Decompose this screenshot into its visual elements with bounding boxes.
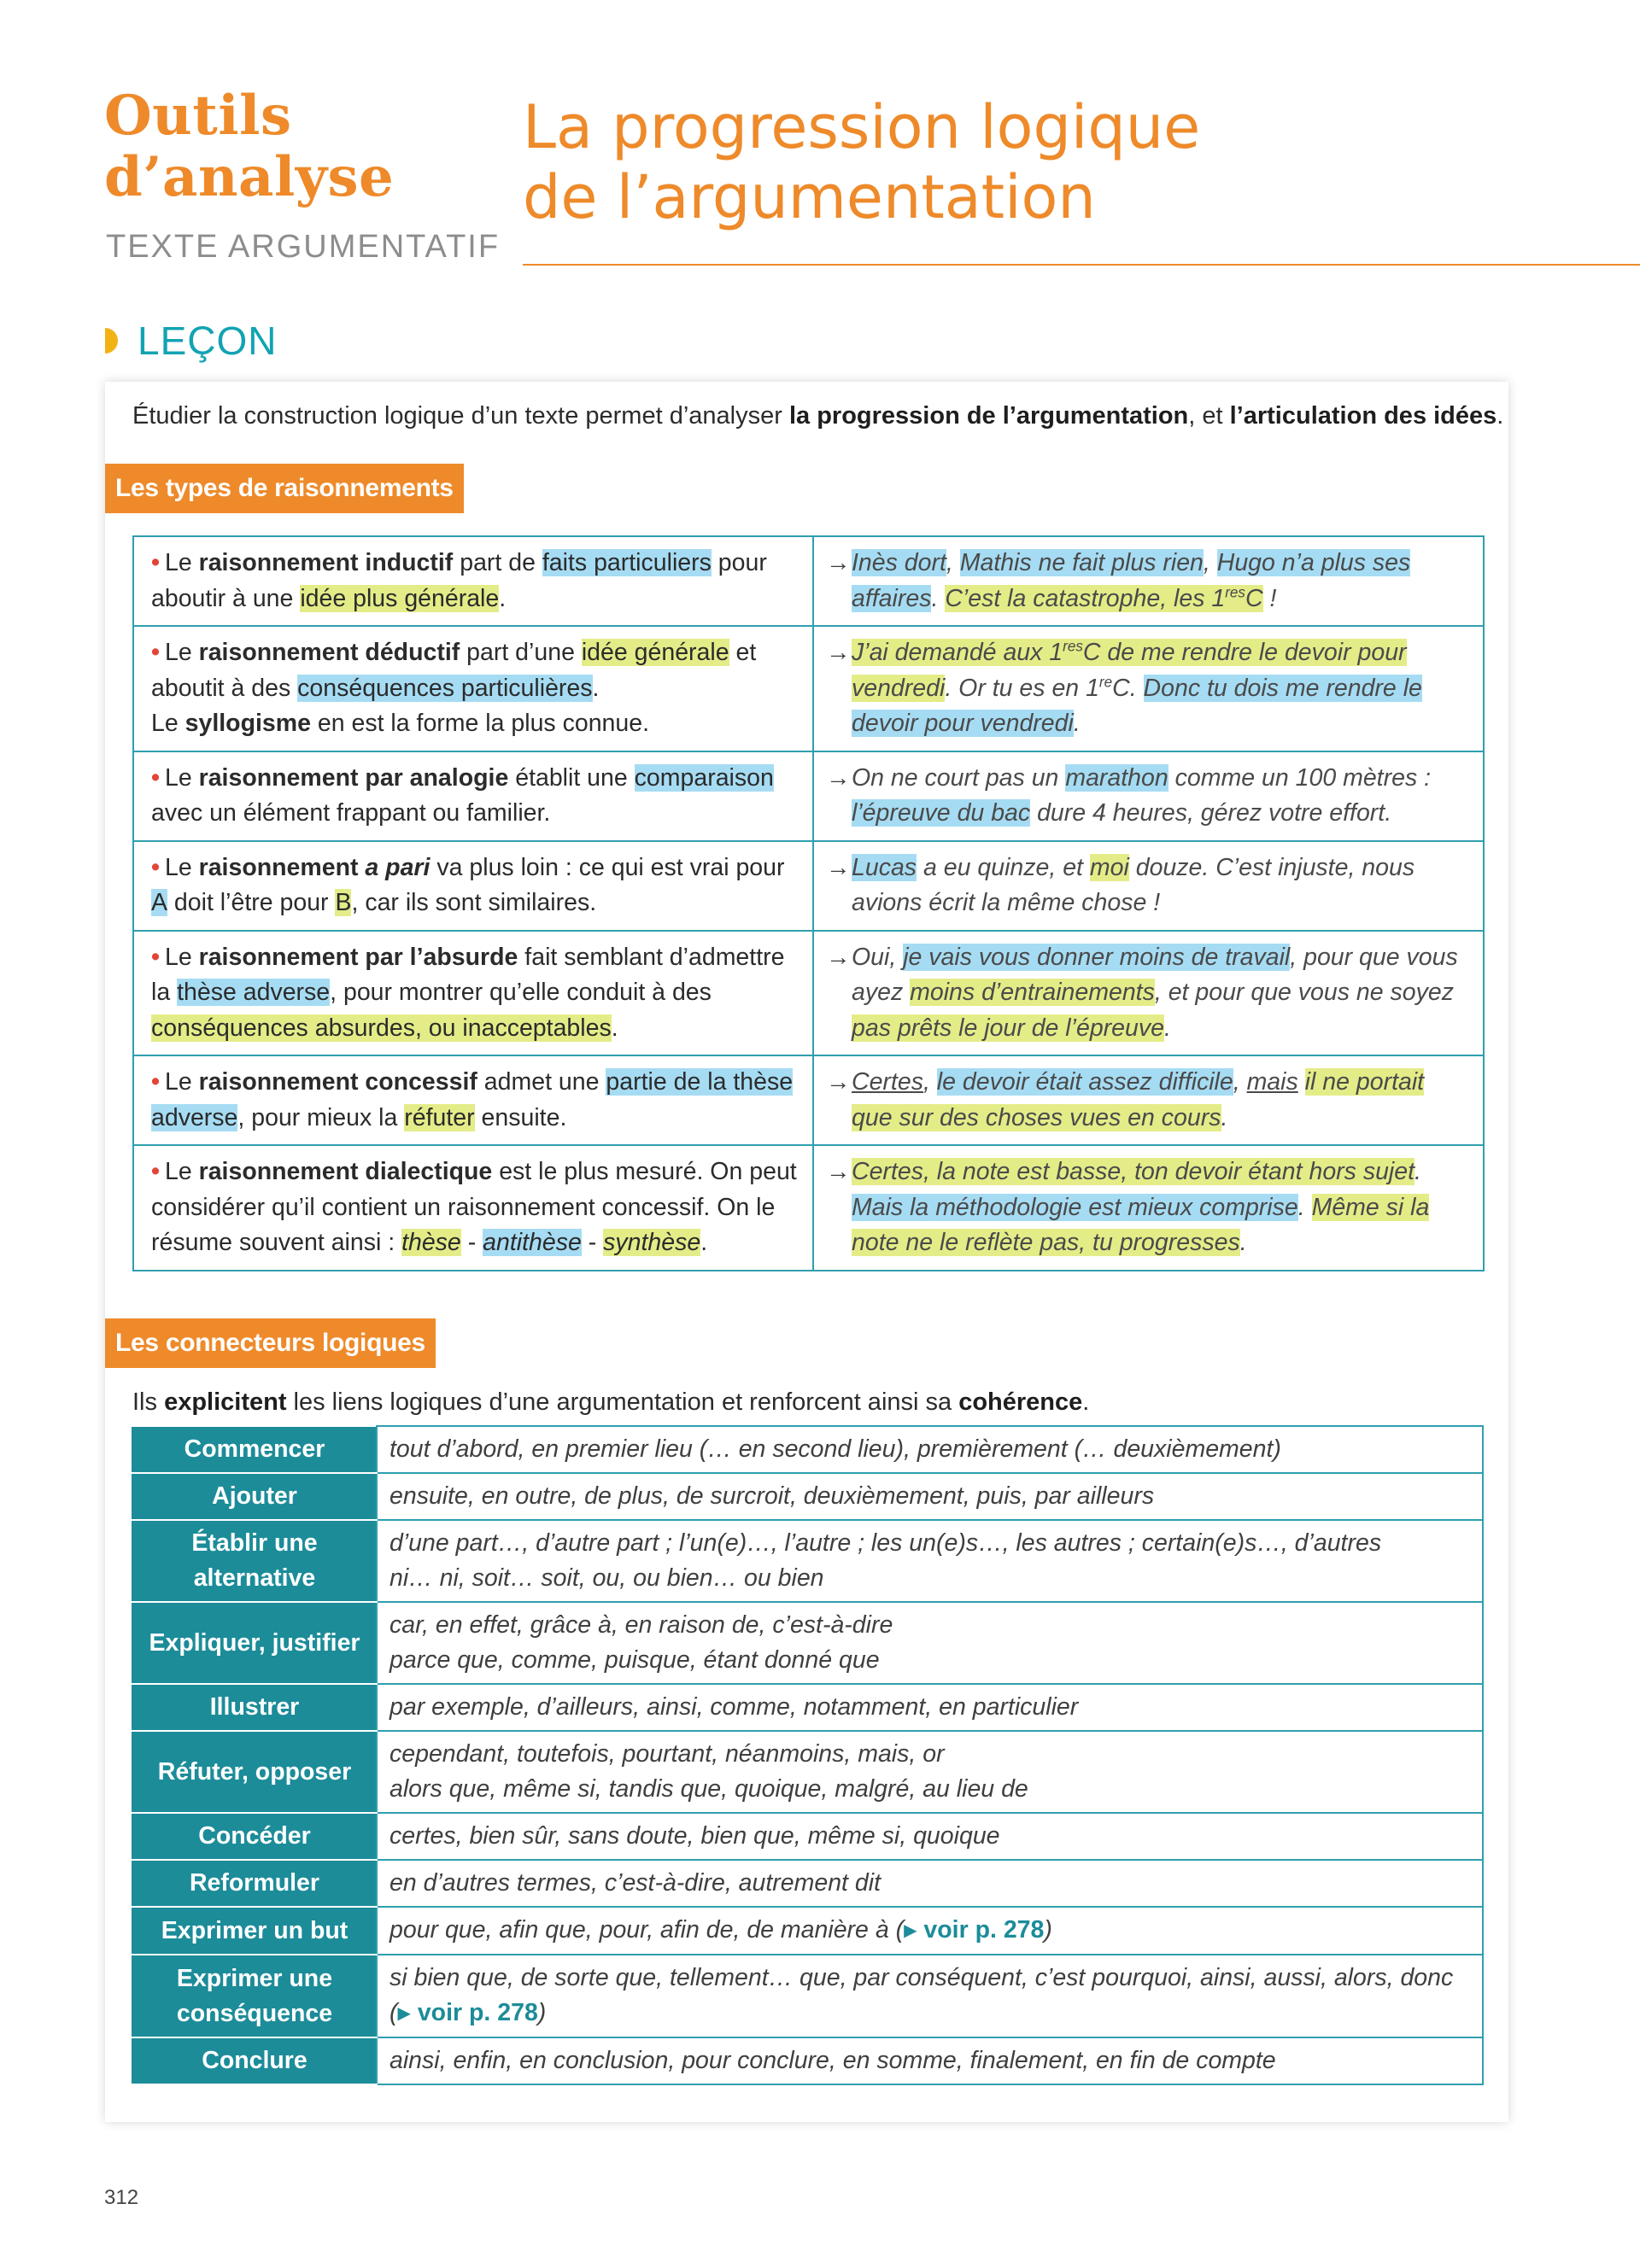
text-fragment: partie de la thèse adverse (151, 1068, 794, 1131)
connecteur-category: Conclure (132, 2037, 377, 2084)
text-fragment: pour que, afin que, pour, afin de, de manière à ( (390, 1916, 905, 1944)
text-fragment: dure 4 heures, gérez votre effort. (1030, 799, 1392, 827)
arrow-icon: → (826, 549, 851, 576)
text-fragment: marathon (1065, 763, 1168, 792)
table-row (132, 1907, 1483, 1955)
text-fragment: je vais vous donner moins de travail (903, 943, 1291, 971)
text-fragment: pour aboutir à une (151, 549, 767, 612)
connecteurs-table (132, 1425, 1484, 2085)
bullet-icon: • (151, 1068, 160, 1096)
table-row (132, 1426, 1483, 1473)
section-tag-types: Les types de raisonnements (105, 464, 464, 513)
reasoning-definition (133, 931, 813, 1056)
bullet-icon: • (151, 549, 160, 576)
connecteur-values (377, 1520, 1483, 1602)
text-fragment: . (1221, 1103, 1228, 1131)
reasoning-definition (133, 751, 813, 841)
arrow-icon: → (826, 943, 851, 971)
brand-subtitle: TEXTE ARGUMENTATIF (106, 229, 501, 265)
text-fragment: Inès dort (852, 549, 946, 576)
table-row (132, 1813, 1483, 1860)
text-fragment: moins d’entrainements (910, 979, 1155, 1006)
text-fragment: a pari (365, 853, 430, 881)
table-row (133, 626, 1484, 751)
text-fragment: . (592, 674, 600, 702)
reasoning-example (813, 1145, 1484, 1271)
text-fragment: Le (164, 639, 199, 666)
text-fragment: C. (1112, 674, 1144, 702)
reasoning-example (813, 841, 1484, 931)
text-fragment: cohérence (958, 1388, 1083, 1416)
text-fragment: . (700, 1229, 708, 1256)
text-fragment: comparaison (634, 763, 774, 792)
text-fragment: comme un 100 mètres : (1168, 763, 1432, 792)
text-fragment: Oui, (852, 943, 904, 971)
text-fragment: raisonnement inductif (198, 549, 454, 576)
arrow-icon: → (826, 1068, 851, 1096)
reasoning-definition (133, 536, 813, 626)
connecteur-values: certes, bien sûr, sans doute, bien que, même si, quoique (377, 1813, 1483, 1860)
connecteur-category: Reformuler (132, 1860, 377, 1907)
table-row (133, 536, 1484, 626)
text-fragment: conséquence (176, 1999, 333, 2027)
text-fragment: avec un élément frappant ou familier. (151, 799, 551, 827)
text-fragment: Même si la note ne le reflète pas, tu progresses (852, 1193, 1430, 1256)
text-fragment: d’une part…, d’autre part ; l’un(e)…, l’autre ; les un(e)s…, les autres ; certain(e)s…, d’autres (390, 1529, 1382, 1557)
text-fragment: pas prêts le jour de l’épreuve (852, 1014, 1164, 1042)
text-fragment: part d’une (460, 639, 582, 666)
text-fragment: fait semblant d’admettre la (151, 943, 785, 1006)
table-row (133, 1145, 1484, 1271)
lesson-intro (132, 399, 1503, 433)
text-fragment: B (335, 889, 352, 916)
text-fragment: doit l’être pour (167, 889, 336, 916)
text-fragment: voir p. 278 (417, 1999, 538, 2026)
connecteur-values: par exemple, d’ailleurs, ainsi, comme, notamment, en particulier (377, 1684, 1483, 1731)
text-fragment: C (1245, 584, 1263, 612)
arrow-icon: → (826, 853, 851, 881)
text-fragment: . (611, 1014, 618, 1042)
text-fragment: Le (164, 549, 199, 576)
text-fragment: réfuter (404, 1103, 475, 1131)
triangle-right-icon: ▶ (904, 1921, 917, 1940)
text-fragment: syllogisme (184, 710, 311, 737)
text-fragment: ! (1262, 584, 1277, 612)
text-fragment: Ils (132, 1388, 165, 1416)
bullet-icon: • (151, 639, 160, 666)
brand-title (104, 85, 514, 208)
reasoning-example (813, 536, 1484, 626)
half-circle-marker-icon (105, 328, 118, 354)
bullet-icon: • (151, 943, 160, 971)
text-fragment: . (1082, 1388, 1090, 1416)
text-fragment: raisonnement (198, 853, 366, 881)
arrow-icon: → (826, 1158, 851, 1185)
triangle-right-icon: ▶ (397, 2004, 411, 2023)
text-fragment: les liens logiques d’une argumentation et renforcent ainsi sa (286, 1388, 959, 1416)
text-fragment: thèse adverse (177, 979, 331, 1006)
connecteur-values: ainsi, enfin, en conclusion, pour conclure, en somme, finalement, en fin de compte (377, 2037, 1483, 2084)
text-fragment: voir p. 278 (923, 1916, 1045, 1944)
text-fragment: Lucas (852, 853, 917, 881)
bullet-icon: • (151, 853, 160, 881)
connecteur-category: Expliquer, justifier (132, 1602, 377, 1684)
text-fragment: ni… ni, soit… soit, ou, ou bien… ou bien (390, 1564, 824, 1592)
text-fragment: , car ils sont similaires. (351, 889, 597, 916)
reasoning-example (813, 931, 1484, 1056)
connecteur-values: tout d’abord, en premier lieu (… en second lieu), premièrement (… deuxièmement) (377, 1426, 1483, 1473)
text-fragment: car, en effet, grâce à, en raison de, c’est-à-dire (390, 1611, 893, 1639)
table-row (132, 1602, 1483, 1684)
text-fragment: ensuite. (474, 1103, 567, 1131)
text-fragment: ) (1044, 1916, 1052, 1944)
text-fragment: conséquences particulières (297, 674, 593, 702)
text-fragment: , (922, 1068, 937, 1096)
text-fragment: Le (164, 763, 199, 792)
text-fragment: Le (164, 853, 199, 881)
text-fragment: . (1239, 1229, 1247, 1256)
lesson-card (105, 382, 1508, 2122)
text-fragment: mais (1246, 1068, 1298, 1096)
text-fragment: explicitent (164, 1388, 287, 1416)
voir-link[interactable] (904, 1916, 1044, 1944)
text-fragment: raisonnement par analogie (198, 763, 509, 792)
reasoning-definition (133, 1145, 813, 1271)
text-fragment: , pour montrer qu’elle conduit à des (330, 979, 712, 1006)
text-fragment: Le (164, 943, 199, 971)
text-fragment: raisonnement dialectique (198, 1158, 493, 1185)
text-fragment: et aboutit à des (151, 639, 757, 702)
text-fragment: re (1098, 674, 1113, 690)
text-fragment: Établir une (191, 1529, 318, 1557)
text-fragment: Mathis ne fait plus rien (959, 549, 1204, 576)
text-fragment: Le (151, 710, 185, 737)
section-tag-connecteurs: Les connecteurs logiques (105, 1318, 436, 1368)
text-fragment: cependant, toutefois, pourtant, néanmoins, mais, or (390, 1740, 945, 1768)
voir-link[interactable] (398, 1999, 538, 2026)
text-fragment: Le (164, 1158, 199, 1185)
text-fragment: part de (453, 549, 542, 576)
reasoning-example (813, 1055, 1484, 1145)
connecteur-category: Illustrer (132, 1684, 377, 1731)
text-fragment: idée plus générale (300, 584, 500, 612)
table-row (132, 1520, 1483, 1602)
intro-text: , et (1188, 402, 1230, 430)
title-underline (523, 264, 1640, 266)
connecteur-values (377, 1731, 1483, 1813)
text-fragment: . (499, 584, 507, 612)
text-fragment: admet une (477, 1068, 606, 1096)
connecteur-category: Commencer (132, 1426, 377, 1473)
brand-line-1: Outils (104, 84, 292, 148)
text-fragment: res (1225, 584, 1245, 600)
text-fragment: . Or tu es en 1 (945, 674, 1099, 702)
intro-bold-1: la progression de l’argumentation (788, 402, 1189, 430)
bullet-icon: • (151, 1158, 160, 1185)
table-row (133, 751, 1484, 841)
table-row (133, 1055, 1484, 1145)
table-row (133, 841, 1484, 931)
text-fragment: raisonnement concessif (198, 1068, 477, 1096)
connecteur-category: Réfuter, opposer (132, 1731, 377, 1813)
intro-text: . (1496, 402, 1504, 430)
text-fragment: , pour mieux la (237, 1103, 405, 1131)
bullet-icon: • (151, 763, 160, 792)
text-fragment: . (1163, 1014, 1171, 1042)
text-fragment: . (931, 584, 946, 612)
page-title-line-1: La progression logique (523, 92, 1201, 162)
text-fragment: idée générale (581, 639, 729, 666)
lecon-heading: LEÇON (138, 319, 278, 363)
table-row (132, 1473, 1483, 1520)
text-fragment: Exprimer une (176, 1964, 333, 1992)
text-fragment: parce que, comme, puisque, étant donné que (390, 1646, 880, 1674)
text-fragment: . (1073, 710, 1081, 737)
text-fragment: . (1414, 1158, 1421, 1185)
connecteur-category: Exprimer un but (132, 1907, 377, 1955)
text-fragment: , (1203, 549, 1217, 576)
text-fragment: , et pour que vous ne soyez (1154, 979, 1455, 1006)
text-fragment: , pour que vous ayez (852, 943, 1458, 1006)
table-row (132, 2037, 1483, 2084)
reasoning-definition (133, 841, 813, 931)
connecteur-category (132, 1520, 377, 1602)
connecteur-category (132, 1955, 377, 2037)
text-fragment: . (1297, 1193, 1312, 1221)
text-fragment: le devoir était assez difficile (936, 1068, 1233, 1096)
table-row (132, 1955, 1483, 2037)
text-fragment: Mais la méthodologie est mieux comprise (852, 1193, 1298, 1221)
text-fragment: va plus loin : ce qui est vrai pour (430, 853, 785, 881)
text-fragment: conséquences absurdes, ou inacceptables (151, 1014, 612, 1042)
text-fragment: C’est la catastrophe, les 1 (945, 584, 1226, 612)
text-fragment: moi (1089, 853, 1129, 881)
arrow-icon: → (826, 639, 851, 666)
page-title (523, 92, 1590, 232)
intro-text: Étudier la construction logique d’un texte permet d’analyser (132, 402, 789, 430)
intro-bold-2: l’articulation des idées (1229, 402, 1497, 430)
text-fragment: si bien que, de sorte que, tellement… que, par conséquent, c’est pourquoi, ainsi, aussi, alors, donc ( (390, 1964, 1454, 2026)
connecteur-category: Concéder (132, 1813, 377, 1860)
text-fragment: synthèse (603, 1229, 701, 1256)
connecteur-values (377, 1602, 1483, 1684)
connecteur-values (377, 1955, 1483, 2037)
text-fragment: il ne portait que sur des choses vues en cours (852, 1068, 1425, 1131)
text-fragment: est le plus mesuré. On peut considérer qu’il contient un raisonnement concessif. On le résume souvent ainsi : (151, 1158, 797, 1256)
text-fragment: A (151, 889, 168, 916)
reasoning-definition (133, 626, 813, 751)
connecteur-values: ensuite, en outre, de plus, de surcroit, deuxièmement, puis, par ailleurs (377, 1473, 1483, 1520)
page-number: 312 (104, 2186, 139, 2209)
table-row (132, 1731, 1483, 1813)
text-fragment: res (1063, 638, 1083, 655)
text-fragment: l’épreuve du bac (852, 799, 1031, 827)
arrow-icon: → (826, 763, 851, 792)
text-fragment: thèse (401, 1229, 461, 1256)
text-fragment: , (946, 549, 960, 576)
text-fragment: alors que, même si, tandis que, quoique, malgré, au lieu de (390, 1775, 1028, 1803)
text-fragment: Donc tu dois me rendre le devoir pour vendredi (852, 674, 1422, 737)
reasoning-example (813, 626, 1484, 751)
text-fragment: Certes, la note est basse, ton devoir étant hors sujet (852, 1158, 1415, 1185)
reasoning-types-table (132, 535, 1485, 1271)
connecteurs-intro (132, 1385, 1089, 1419)
text-fragment: raisonnement déductif (198, 639, 460, 666)
text-fragment: J’ai demandé aux 1 (852, 639, 1063, 666)
connecteur-values: en d’autres termes, c’est-à-dire, autrement dit (377, 1860, 1483, 1907)
text-fragment (1298, 1068, 1305, 1096)
table-row (133, 931, 1484, 1056)
text-fragment: C de me rendre le devoir pour vendredi (852, 639, 1407, 702)
text-fragment: Hugo n’a plus ses affaires (852, 549, 1411, 612)
reasoning-definition (133, 1055, 813, 1145)
text-fragment: alternative (193, 1564, 316, 1592)
brand-line-2: d’analyse (104, 145, 395, 209)
text-fragment: Le (164, 1068, 199, 1096)
text-fragment: a eu quinze, et (917, 853, 1090, 881)
text-fragment: - (460, 1229, 483, 1256)
text-fragment: antithèse (483, 1229, 582, 1256)
text-fragment: ) (537, 1999, 547, 2026)
text-fragment: , (1233, 1068, 1247, 1096)
text-fragment: - (581, 1229, 604, 1256)
page-title-line-2: de l’argumentation (523, 162, 1096, 232)
text-fragment: On ne court pas un (852, 763, 1066, 792)
connecteur-category: Ajouter (132, 1473, 377, 1520)
text-fragment: douze. C’est injuste, nous avions écrit la même chose ! (852, 853, 1415, 916)
text-fragment: faits particuliers (542, 549, 712, 576)
table-row (132, 1860, 1483, 1907)
text-fragment: Certes (852, 1068, 923, 1096)
reasoning-example (813, 751, 1484, 841)
table-row (132, 1684, 1483, 1731)
text-fragment: raisonnement par l’absurde (198, 943, 518, 971)
connecteur-values (377, 1907, 1483, 1955)
text-fragment: en est la forme la plus connue. (310, 710, 650, 737)
text-fragment: établit une (508, 763, 635, 792)
